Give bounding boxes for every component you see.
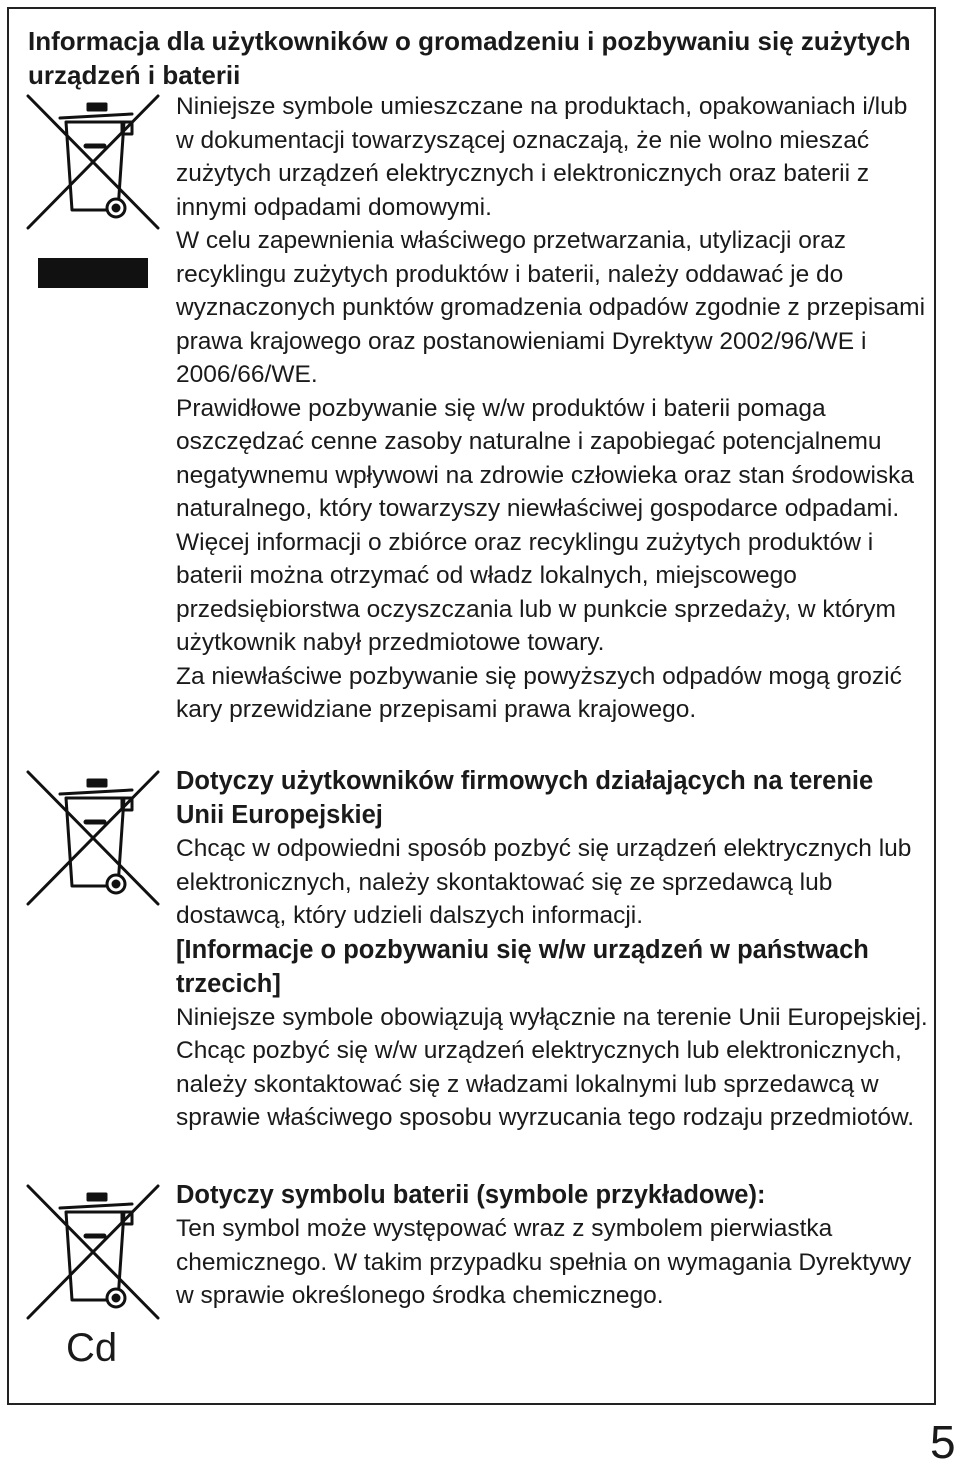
cd-symbol-label: Cd (66, 1326, 118, 1370)
section-heading: Dotyczy symbolu baterii (symbole przykładowe): (176, 1181, 766, 1209)
paragraph: Niniejsze symbole obowiązują wyłącznie na terenie Unii Europejskiej. Chcąc pozbyć się w/w urządzeń elektrycznych lub elektronicznych, należy skontaktować się z władzami lokalnymi lub sprzedawcą w sprawie właściwego sposobu wyrzucania tego rodzaju przedmiotów. (176, 1003, 928, 1131)
crossed-out-wheelie-bin-icon (24, 1182, 162, 1322)
section-business-users (176, 764, 928, 1135)
paragraph: Za niewłaściwe pozbywanie się powyższych odpadów mogą grozić kary przewidziane przepisami prawa krajowego. (176, 662, 902, 723)
page-title: Informacja dla użytkowników o gromadzeniu i pozbywaniu się zużytych urządzeń i baterii (28, 26, 911, 90)
paragraph: Więcej informacji o zbiórce oraz recyklingu zużytych produktów i baterii można otrzymać od władz lokalnych, miejscowego przedsiębiorstwa oczyszczania lub w punkcie sprzedaży, w którym użytkownik nabył przedmiotowe towary. (176, 528, 896, 656)
paragraph: W celu zapewnienia właściwego przetwarzania, utylizacji oraz recyklingu zużytych produktów i baterii, należy oddawać je do wyznaczonych punktów gromadzenia odpadów zgodnie z przepisami prawa krajowego oraz postanowieniami Dyrektyw 2002/96/WE i 2006/66/WE. (176, 227, 926, 388)
section-heading: [Informacje o pozbywaniu się w/w urządzeń w państwach trzecich] (176, 935, 869, 998)
section-general (176, 90, 928, 727)
black-bar (38, 258, 148, 288)
section-heading: Dotyczy użytkowników firmowych działających na terenie Unii Europejskiej (176, 767, 874, 829)
section-battery-symbol (176, 1178, 928, 1313)
paragraph: Prawidłowe pozbywanie się w/w produktów i baterii pomaga oszczędzać cenne zasoby naturalne i zapobiegać potencjalnemu negatywnemu wpływowi na zdrowie człowieka oraz stan środowiska naturalnego, który towarzyszy niewłaściwej gospodarce odpadami. (176, 394, 915, 522)
crossed-out-wheelie-bin-icon (24, 92, 162, 232)
paragraph: Niniejsze symbole umieszczane na produktach, opakowaniach i/lub w dokumentacji towarzyszącej oznaczają, że nie wolno mieszać zużytych urządzeń elektrycznych i elektronicznych oraz baterii z innymi odpadami domowymi. (176, 93, 908, 221)
page-number: 5 (930, 1416, 956, 1468)
paragraph: Chcąc w odpowiedni sposób pozbyć się urządzeń elektrycznych lub elektronicznych, należy skontaktować się ze sprzedawcą lub dostawcą, który udzieli dalszych informacji. (176, 835, 912, 929)
paragraph: Ten symbol może występować wraz z symbolem pierwiastka chemicznego. W takim przypadku spełnia on wymagania Dyrektywy w sprawie określonego środka chemicznego. (176, 1215, 912, 1309)
crossed-out-wheelie-bin-icon (24, 768, 162, 908)
